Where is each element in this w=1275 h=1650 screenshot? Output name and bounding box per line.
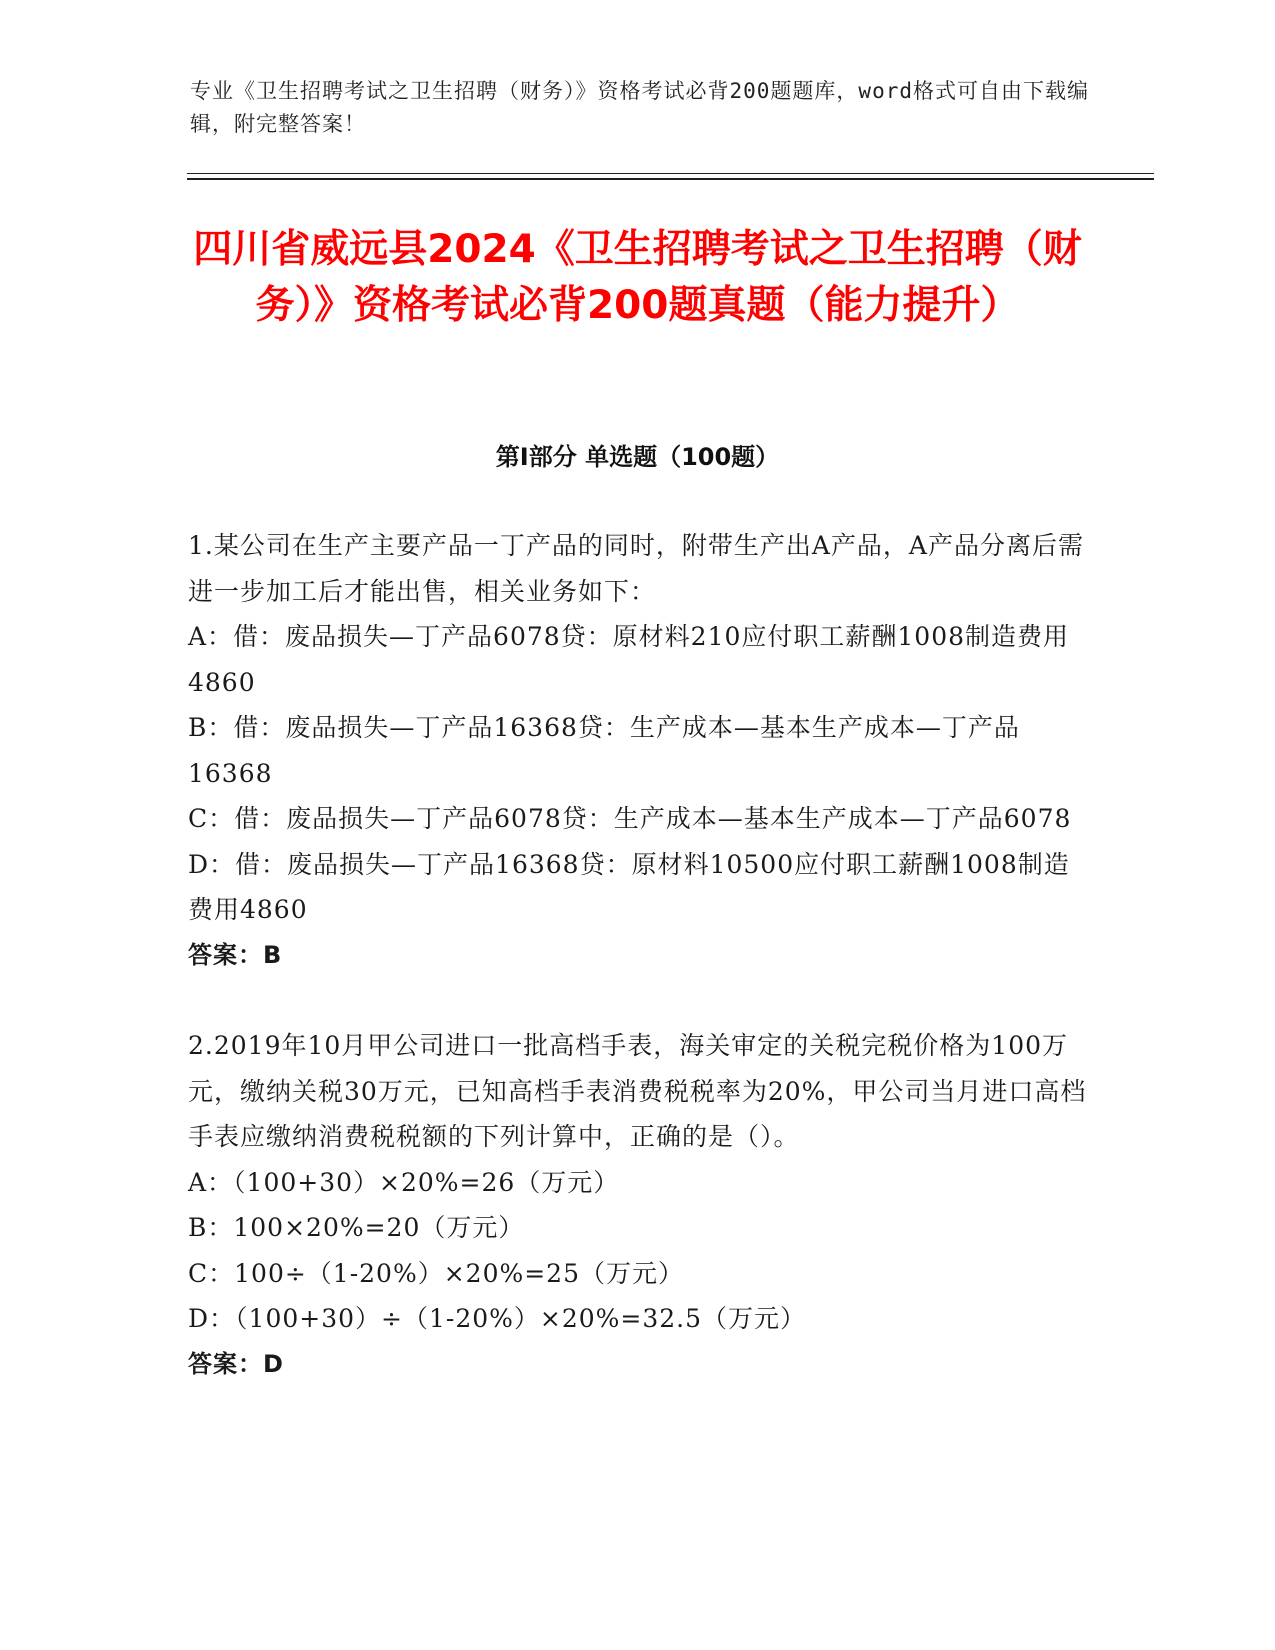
question-stem: 2.2019年10月甲公司进口一批高档手表，海关审定的关税完税价格为100万元，缴纳关税30万元，已知高档手表消费税税率为20%，甲公司当月进口高档手表应缴纳消费税税额的下列计算中，正确的是（）。 <box>188 1031 1087 1151</box>
header-note: 专业《卫生招聘考试之卫生招聘（财务）》资格考试必背200题题库，word格式可自由下载编辑，附完整答案！ <box>190 79 1089 136</box>
option-a: A：（100+30）×20%=26（万元） <box>188 1167 620 1197</box>
option-c: C：100÷（1-20%）×20%=25（万元） <box>188 1258 684 1288</box>
document-title: 四川省威远县2024《卫生招聘考试之卫生招聘（财务）》资格考试必背200题真题（能力提升） <box>193 227 1082 328</box>
header-divider-thin <box>187 173 1154 174</box>
option-d: D：借：废品损失—丁产品16368贷：原材料10500应付职工薪酬1008制造费用4860 <box>188 849 1070 924</box>
question-1 <box>188 523 1088 978</box>
answer-line: 答案：D <box>188 1349 284 1378</box>
question-stem: 1.某公司在生产主要产品一丁产品的同时，附带生产出A产品，A产品分离后需进一步加工后才能出售，相关业务如下： <box>188 531 1084 606</box>
header-divider-thick <box>187 178 1154 180</box>
question-list <box>188 523 1088 1387</box>
answer-line: 答案：B <box>188 940 283 969</box>
option-c: C：借：废品损失—丁产品6078贷：生产成本—基本生产成本—丁产品6078 <box>188 804 1072 833</box>
section-title: 第Ⅰ部分 单选题（100题） <box>495 443 780 471</box>
option-d: D：（100+30）÷（1-20%）×20%=32.5（万元） <box>188 1304 807 1333</box>
question-2 <box>188 1023 1088 1387</box>
option-b: B：借：废品损失—丁产品16368贷：生产成本—基本生产成本—丁产品16368 <box>188 713 1020 788</box>
option-b: B：100×20%=20（万元） <box>188 1213 525 1242</box>
option-a: A：借：废品损失—丁产品6078贷：原材料210应付职工薪酬1008制造费用4860 <box>188 622 1070 697</box>
